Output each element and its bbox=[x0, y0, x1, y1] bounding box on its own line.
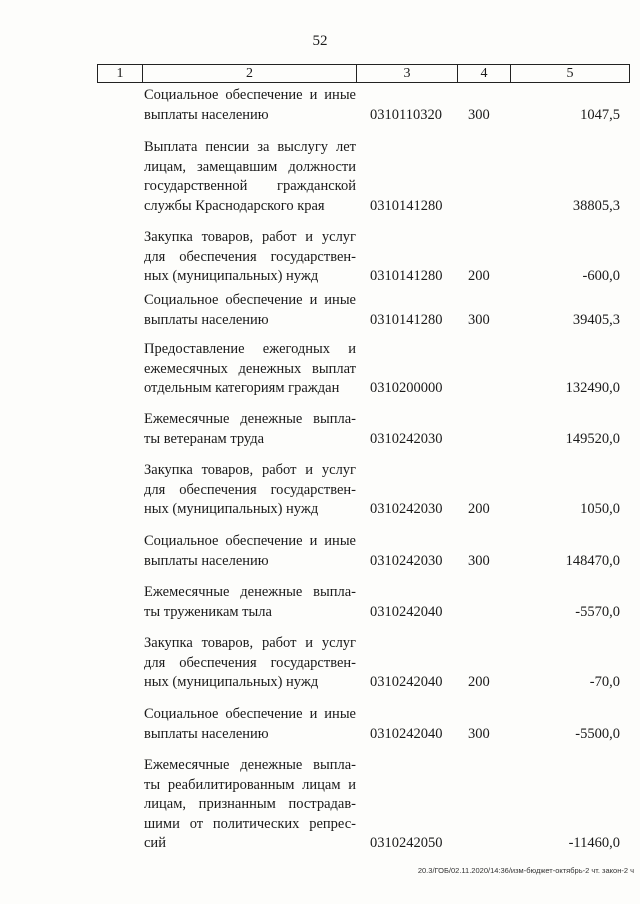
row-description bbox=[144, 634, 356, 693]
row-code: 0310141280 bbox=[370, 311, 443, 328]
page-number: 52 bbox=[312, 33, 328, 49]
row-description-line: Предоставление ежегодных и bbox=[144, 341, 356, 357]
row-code: 0310242040 bbox=[370, 674, 443, 690]
row-description bbox=[144, 340, 356, 399]
row-description-line: лицам, замещавшим должности bbox=[144, 158, 356, 175]
row-amount: 148470,0 bbox=[565, 552, 620, 569]
row-description-line: шими от политических репрес- bbox=[144, 815, 356, 832]
row-code: 0310141280 bbox=[370, 268, 443, 284]
row-description-line: Закупка товаров, работ и услуг bbox=[144, 229, 356, 245]
row-description-line: ных (муниципальных) нужд bbox=[144, 674, 319, 690]
row-description bbox=[144, 756, 356, 854]
row-expense-type: 200 bbox=[468, 501, 490, 517]
row-description-line: сий bbox=[144, 835, 166, 851]
row-expense-type: 300 bbox=[468, 106, 490, 123]
row-description-line: службы Краснодарского края bbox=[144, 197, 325, 214]
column-header-5: 5 bbox=[511, 65, 630, 83]
row-description-line: Социальное обеспечение и иные bbox=[144, 706, 356, 722]
row-description-line: ты ветеранам труда bbox=[144, 430, 265, 447]
row-description-line: лицам, признанным пострадав- bbox=[144, 796, 356, 812]
document-footer: 20.3/ГОБ/02.11.2020/14:36/изм-бюджет-октябрь-2 чт. закон-2 ч bbox=[417, 866, 634, 875]
row-description-line: Социальное обеспечение и иные bbox=[144, 292, 356, 308]
row-description-line: ты реабилитированным лицам и bbox=[144, 776, 356, 793]
column-header-2: 2 bbox=[143, 65, 357, 83]
row-code: 0310242040 bbox=[370, 725, 443, 742]
row-description-line: ты труженикам тыла bbox=[144, 603, 272, 620]
row-description-line: ных (муниципальных) нужд bbox=[144, 501, 319, 517]
row-description-line: выплаты населению bbox=[144, 725, 269, 742]
column-header-3: 3 bbox=[357, 65, 458, 83]
row-amount: 132490,0 bbox=[565, 380, 620, 396]
row-description bbox=[144, 291, 356, 330]
row-amount: -5500,0 bbox=[575, 725, 620, 742]
row-code: 0310110320 bbox=[370, 106, 442, 123]
row-description-line: государственной гражданской bbox=[144, 178, 356, 194]
row-code: 0310141280 bbox=[370, 197, 443, 214]
row-description-line: Выплата пенсии за выслугу лет bbox=[144, 139, 356, 155]
row-expense-type: 300 bbox=[468, 552, 490, 569]
row-code: 0310242040 bbox=[370, 603, 443, 620]
row-code: 0310242030 bbox=[370, 552, 443, 569]
row-description-line: Ежемесячные денежные выпла- bbox=[144, 757, 356, 773]
row-code: 0310242030 bbox=[370, 501, 443, 517]
row-amount: 1047,5 bbox=[580, 106, 620, 123]
row-expense-type: 200 bbox=[468, 674, 490, 690]
row-description bbox=[144, 86, 356, 125]
row-expense-type: 300 bbox=[468, 311, 490, 328]
row-amount: 1050,0 bbox=[580, 501, 620, 517]
row-code: 0310242030 bbox=[370, 430, 443, 447]
row-description-line: Ежемесячные денежные выпла- bbox=[144, 411, 356, 427]
row-description-line: для обеспечения государствен- bbox=[144, 481, 356, 498]
row-description bbox=[144, 138, 356, 216]
row-amount: 38805,3 bbox=[572, 197, 620, 214]
row-description-line: Социальное обеспечение и иные bbox=[144, 533, 356, 549]
row-description-line: выплаты населению bbox=[144, 311, 269, 328]
row-description-line: Закупка товаров, работ и услуг bbox=[144, 635, 356, 651]
row-code: 0310200000 bbox=[370, 380, 443, 396]
row-description-line: Закупка товаров, работ и услуг bbox=[144, 462, 356, 478]
row-description bbox=[144, 228, 356, 287]
row-amount: -70,0 bbox=[589, 674, 620, 690]
row-description-line: ежемесячных денежных выплат bbox=[144, 360, 356, 377]
row-description bbox=[144, 532, 356, 571]
row-expense-type: 300 bbox=[468, 725, 490, 742]
row-amount: -600,0 bbox=[582, 268, 620, 284]
row-description-line: Социальное обеспечение и иные bbox=[144, 87, 356, 103]
row-code: 0310242050 bbox=[370, 835, 443, 851]
column-header-table bbox=[97, 64, 630, 83]
row-description bbox=[144, 461, 356, 520]
row-description-line: ных (муниципальных) нужд bbox=[144, 268, 319, 284]
row-expense-type: 200 bbox=[468, 268, 490, 284]
column-header-4: 4 bbox=[458, 65, 511, 83]
row-description bbox=[144, 705, 356, 744]
row-description-line: выплаты населению bbox=[144, 106, 269, 123]
row-description bbox=[144, 583, 356, 622]
row-amount: 149520,0 bbox=[565, 430, 620, 447]
row-description-line: для обеспечения государствен- bbox=[144, 248, 356, 265]
row-description-line: Ежемесячные денежные выпла- bbox=[144, 584, 356, 600]
row-amount: 39405,3 bbox=[572, 311, 620, 328]
row-amount: -5570,0 bbox=[575, 603, 620, 620]
row-amount: -11460,0 bbox=[568, 835, 620, 851]
row-description-line: отдельным категориям граждан bbox=[144, 380, 340, 396]
row-description bbox=[144, 410, 356, 449]
column-header-1: 1 bbox=[98, 65, 143, 83]
row-description-line: выплаты населению bbox=[144, 552, 269, 569]
row-description-line: для обеспечения государствен- bbox=[144, 654, 356, 671]
